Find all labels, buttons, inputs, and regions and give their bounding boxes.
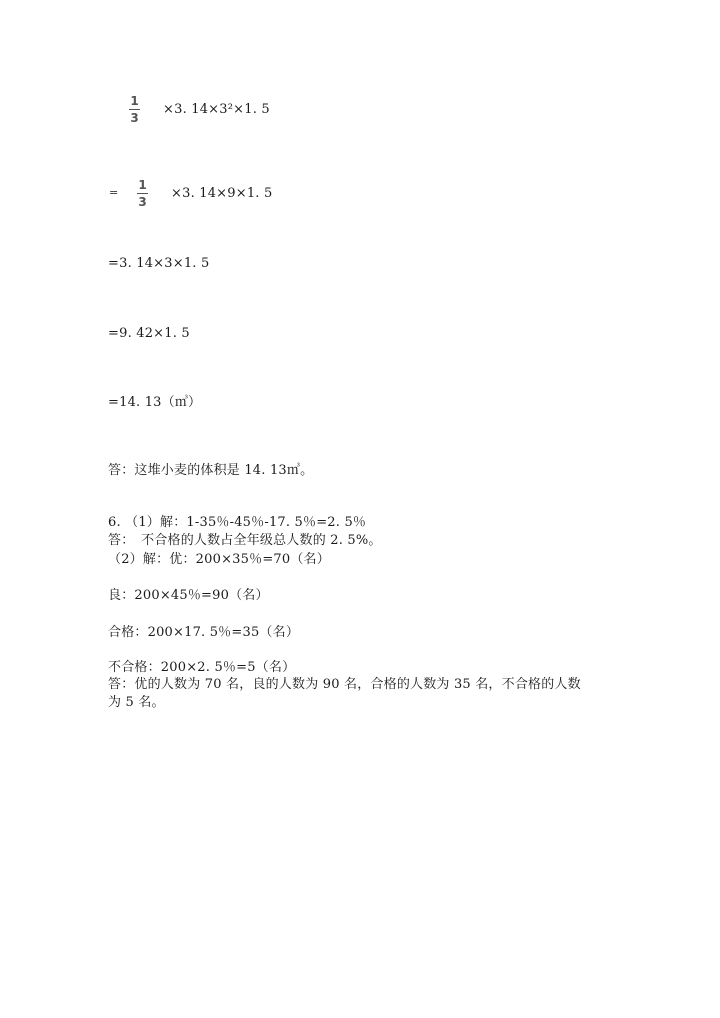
step3-expression: =3. 14×3×1. 5 [108, 256, 210, 271]
step1-expression: ×3. 14×3²×1. 5 [163, 102, 270, 117]
fraction-numerator: 1 [138, 178, 147, 192]
step5-result: =14. 13（㎥） [108, 395, 202, 410]
step2-equals-sign: = [109, 186, 119, 199]
q6-part2-answer-line1: 答：优的人数为 70 名，良的人数为 90 名，合格的人数为 35 名，不合格的人数 [108, 677, 581, 692]
q6-part2-answer-line2: 为 5 名。 [108, 695, 165, 710]
q6-part1-answer: 答： 不合格的人数占全年级总人数的 2. 5%。 [108, 533, 382, 548]
q6-part2-pass: 合格：200×17. 5％=35（名） [108, 625, 300, 640]
fraction-denominator: 3 [130, 111, 139, 125]
fraction-denominator: 3 [138, 195, 147, 209]
fraction-bar [137, 193, 148, 194]
step4-expression: =9. 42×1. 5 [108, 326, 190, 341]
fraction-one-third [129, 95, 140, 125]
answer-problem-5: 答：这堆小麦的体积是 14. 13㎥。 [108, 463, 314, 478]
fraction-one-third-2 [137, 179, 148, 209]
step2-expression: ×3. 14×9×1. 5 [171, 186, 273, 201]
fraction-numerator: 1 [130, 94, 139, 108]
q6-part1-solution: 6. （1）解：1-35％-45％-17. 5％=2. 5％ [108, 515, 367, 530]
fraction-bar [129, 109, 140, 110]
q6-part2-fail: 不合格：200×2. 5％=5（名） [108, 660, 296, 675]
q6-part2-good: 良：200×45％=90（名） [108, 588, 269, 603]
q6-part2-solution-excellent: （2）解：优：200×35％=70（名） [108, 552, 330, 567]
